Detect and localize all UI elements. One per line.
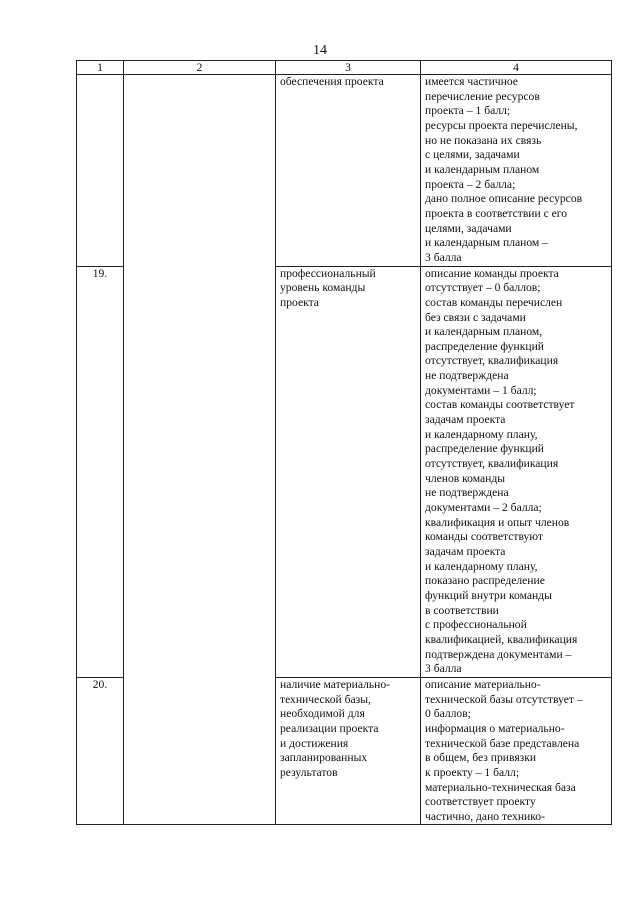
scoring-line: перечисление ресурсов	[425, 89, 540, 103]
column-header: 3	[276, 61, 421, 75]
scoring-line: функций внутри команды	[425, 588, 552, 602]
criterion-cell	[276, 266, 421, 677]
criterion-line: профессиональный	[280, 266, 376, 280]
scoring-line: 0 баллов;	[425, 707, 471, 721]
scoring-line: квалификацией, квалификация	[425, 632, 578, 646]
column-header: 1	[77, 61, 124, 75]
scoring-line: задачам проекта	[425, 413, 506, 427]
scoring-line: частично, дано технико-	[425, 809, 545, 823]
criterion-line: и достижения	[280, 736, 349, 750]
criteria-table	[76, 60, 612, 825]
scoring-line: информация о материально-	[425, 721, 565, 735]
scoring-line: имеется частичное	[425, 75, 518, 88]
row-number: 20.	[77, 677, 124, 825]
scoring-line: материально-техническая база	[425, 780, 576, 794]
scoring-line: задачам проекта	[425, 545, 506, 558]
scoring-line: распределение функций	[425, 339, 544, 353]
scoring-line: к проекту – 1 балл;	[425, 765, 520, 779]
scoring-line: описание материально-	[425, 677, 541, 691]
scoring-line: состав команды соответствует	[425, 398, 575, 412]
column-header-row	[77, 61, 612, 75]
criterion-line: запланированных	[280, 751, 368, 765]
scoring-line: распределение функций	[425, 442, 544, 456]
criterion-line: обеспечения проекта	[280, 75, 384, 88]
row-number	[77, 75, 124, 267]
criterion-cell	[276, 75, 421, 267]
criterion-line: наличие материально-	[280, 677, 391, 691]
scoring-line: и календарным планом	[425, 162, 540, 176]
scoring-line: отсутствует, квалификация	[425, 457, 559, 471]
table-row	[77, 266, 612, 677]
scoring-line: состав команды перечислен	[425, 295, 563, 309]
scoring-line: отсутствует, квалификация	[425, 354, 559, 368]
scoring-line: команды соответствуют	[425, 530, 543, 544]
criterion-line: уровень команды	[280, 281, 366, 295]
scoring-line: 3 балла	[425, 250, 462, 264]
scoring-line: проекта – 1 балл;	[425, 104, 511, 118]
criterion-line: технической базы,	[280, 692, 371, 706]
table-row	[77, 75, 612, 267]
column-header: 4	[421, 61, 612, 75]
table-row	[77, 677, 612, 825]
scoring-line: проекта в соответствии с его	[425, 206, 568, 220]
scoring-line: технической базе представлена	[425, 736, 580, 750]
page-number: 14	[313, 43, 327, 58]
criterion-cell	[276, 677, 421, 825]
empty-cell	[124, 677, 276, 825]
scoring-line: описание команды проекта	[425, 266, 559, 280]
scoring-line: не подтверждена	[425, 369, 509, 383]
scoring-line: дано полное описание ресурсов	[425, 192, 583, 206]
scoring-cell	[421, 266, 612, 677]
scoring-line: и календарным планом,	[425, 325, 543, 339]
scoring-line: но не показана их связь	[425, 133, 542, 147]
scoring-line: технической базы отсутствует –	[425, 692, 583, 706]
scoring-cell	[421, 677, 612, 825]
scoring-line: целями, задачами	[425, 221, 512, 235]
scoring-line: в соответствии	[425, 603, 499, 617]
scoring-line: отсутствует – 0 баллов;	[425, 281, 541, 295]
scoring-line: показано распределение	[425, 574, 545, 588]
scoring-line: документами – 1 балл;	[425, 383, 537, 397]
scoring-line: и календарным планом –	[425, 236, 548, 250]
scoring-line: подтверждена документами –	[425, 647, 572, 661]
scoring-line: без связи с задачами	[425, 310, 526, 324]
scoring-line: ресурсы проекта перечислены,	[425, 118, 578, 132]
scoring-line: с профессиональной	[425, 618, 527, 632]
empty-cell	[124, 266, 276, 677]
scoring-line: не подтверждена	[425, 486, 509, 500]
criterion-line: проекта	[280, 295, 319, 309]
criterion-line: реализации проекта	[280, 721, 379, 735]
scoring-line: проекта – 2 балла;	[425, 177, 516, 191]
scoring-line: в общем, без привязки	[425, 751, 537, 765]
empty-cell	[124, 75, 276, 267]
scoring-line: с целями, задачами	[425, 148, 520, 162]
scoring-line: соответствует проекту	[425, 795, 536, 809]
scoring-line: документами – 2 балла;	[425, 501, 542, 515]
row-number: 19.	[77, 266, 124, 677]
criterion-line: необходимой для	[280, 707, 365, 721]
column-header: 2	[124, 61, 276, 75]
scoring-line: членов команды	[425, 471, 506, 485]
criterion-line: результатов	[280, 765, 338, 779]
scoring-line: и календарному плану,	[425, 427, 538, 441]
scoring-line: квалификация и опыт членов	[425, 515, 570, 529]
scoring-cell	[421, 75, 612, 267]
scoring-line: и календарному плану,	[425, 559, 538, 573]
scoring-line: 3 балла	[425, 662, 462, 676]
